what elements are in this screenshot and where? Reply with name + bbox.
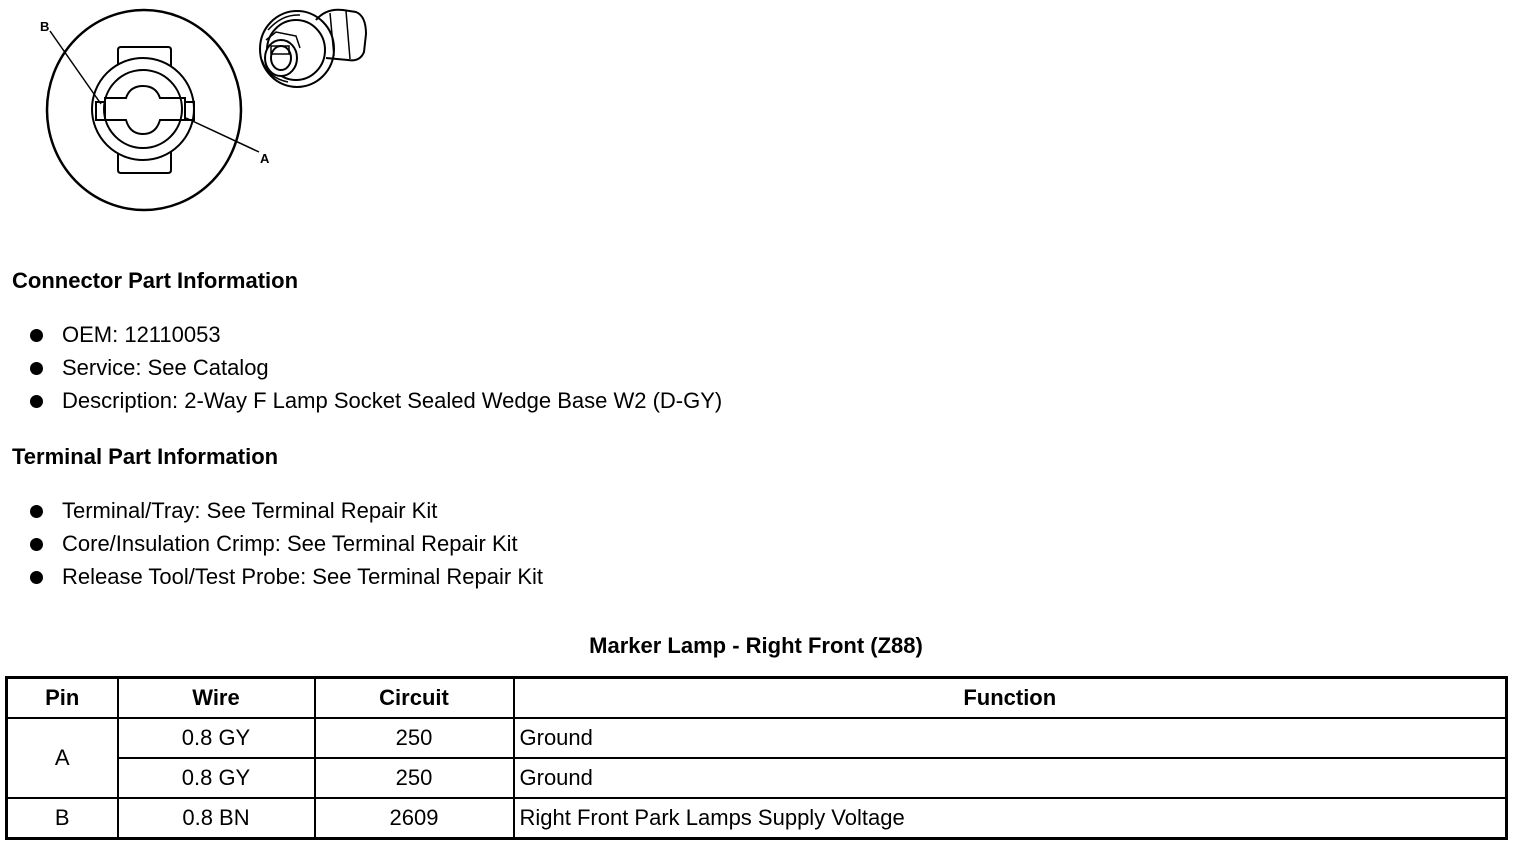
list-item — [28, 530, 543, 563]
callout-label-a: A — [260, 151, 270, 166]
list-item — [28, 563, 543, 596]
connector-face-diagram — [0, 0, 400, 222]
terminal-info-heading: Terminal Part Information — [12, 444, 279, 469]
circuit-cell: 2609 — [315, 798, 514, 839]
pin-cell: A — [7, 718, 118, 798]
terminal-info-list — [28, 497, 543, 596]
column-header-function: Function — [514, 678, 1507, 719]
bullet-icon — [30, 362, 43, 375]
column-header-pin: Pin — [7, 678, 118, 719]
table-title: Marker Lamp - Right Front (Z88) — [589, 633, 923, 658]
column-header-wire: Wire — [118, 678, 315, 719]
list-item-text: Release Tool/Test Probe: See Terminal Repair Kit — [62, 564, 543, 589]
table-row — [7, 798, 1507, 839]
circuit-cell: 250 — [315, 718, 514, 758]
list-item — [28, 387, 722, 420]
bullet-icon — [30, 571, 43, 584]
pin-cell: B — [7, 798, 118, 839]
pinout-table — [5, 676, 1508, 840]
wire-cell: 0.8 GY — [118, 758, 315, 798]
list-item — [28, 497, 543, 530]
bullet-icon — [30, 395, 43, 408]
function-cell: Ground — [514, 718, 1507, 758]
list-item-text: Core/Insulation Crimp: See Terminal Repair Kit — [62, 531, 518, 556]
connector-info-heading: Connector Part Information — [12, 268, 299, 293]
list-item — [28, 354, 722, 387]
connector-info-list — [28, 321, 722, 420]
table-row — [7, 718, 1507, 758]
function-cell: Right Front Park Lamps Supply Voltage — [514, 798, 1507, 839]
function-cell: Ground — [514, 758, 1507, 798]
column-header-circuit: Circuit — [315, 678, 514, 719]
list-item-text: Terminal/Tray: See Terminal Repair Kit — [62, 498, 438, 523]
list-item-text: Description: 2-Way F Lamp Socket Sealed Wedge Base W2 (D-GY) — [62, 388, 723, 413]
bullet-icon — [30, 329, 43, 342]
wire-cell: 0.8 GY — [118, 718, 315, 758]
callout-label-b: B — [40, 19, 50, 34]
list-item-text: OEM: 12110053 — [62, 322, 221, 347]
wire-cell: 0.8 BN — [118, 798, 315, 839]
bullet-icon — [30, 538, 43, 551]
circuit-cell: 250 — [315, 758, 514, 798]
table-row — [7, 758, 1507, 798]
bullet-icon — [30, 505, 43, 518]
socket-perspective-illustration — [260, 10, 366, 87]
list-item — [28, 321, 722, 354]
table-header-row — [7, 678, 1507, 719]
list-item-text: Service: See Catalog — [62, 355, 269, 380]
